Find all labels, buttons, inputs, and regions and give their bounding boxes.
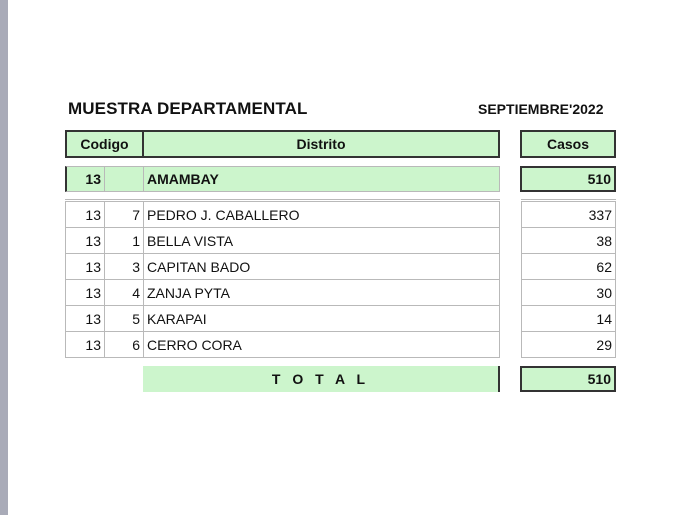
- row-district-code: 4: [104, 279, 144, 306]
- row-district-name: PEDRO J. CABALLERO: [143, 201, 500, 228]
- left-window-edge: [0, 0, 8, 515]
- department-name: AMAMBAY: [143, 166, 500, 192]
- row-dept-code: 13: [65, 227, 105, 254]
- row-district-name: CAPITAN BADO: [143, 253, 500, 280]
- row-district-code: 5: [104, 305, 144, 332]
- row-casos: 62: [521, 253, 616, 280]
- row-dept-code: 13: [65, 279, 105, 306]
- row-district-name: BELLA VISTA: [143, 227, 500, 254]
- row-district-name: ZANJA PYTA: [143, 279, 500, 306]
- department-casos: 510: [520, 166, 616, 192]
- row-dept-code: 13: [65, 305, 105, 332]
- total-label: T O T A L: [143, 366, 500, 392]
- row-casos: 29: [521, 331, 616, 358]
- row-dept-code: 13: [65, 253, 105, 280]
- row-dept-code: 13: [65, 331, 105, 358]
- header-codigo: Codigo: [65, 130, 144, 158]
- row-casos: 30: [521, 279, 616, 306]
- header-distrito: Distrito: [142, 130, 500, 158]
- row-district-code: 7: [104, 201, 144, 228]
- row-casos: 14: [521, 305, 616, 332]
- report-period: SEPTIEMBRE'2022: [478, 101, 604, 117]
- row-district-name: KARAPAI: [143, 305, 500, 332]
- row-dept-code: 13: [65, 201, 105, 228]
- department-code: 13: [65, 166, 105, 192]
- row-district-name: CERRO CORA: [143, 331, 500, 358]
- row-district-code: 1: [104, 227, 144, 254]
- total-casos: 510: [520, 366, 616, 392]
- report-title: MUESTRA DEPARTAMENTAL: [68, 99, 308, 118]
- row-casos: 337: [521, 201, 616, 228]
- row-casos: 38: [521, 227, 616, 254]
- row-district-code: 3: [104, 253, 144, 280]
- department-empty-cell: [104, 166, 144, 192]
- row-district-code: 6: [104, 331, 144, 358]
- header-casos: Casos: [520, 130, 616, 158]
